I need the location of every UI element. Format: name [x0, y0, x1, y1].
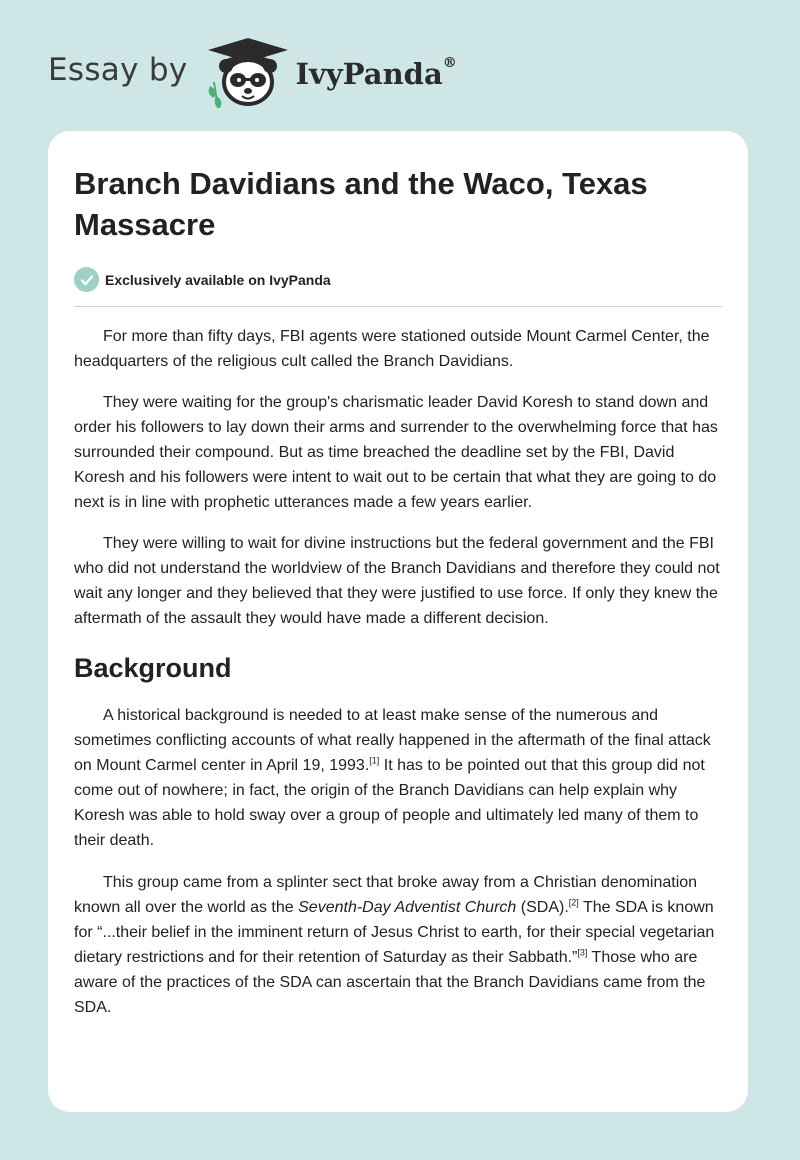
church-name: Seventh-Day Adventist Church	[298, 899, 517, 916]
brand-name[interactable]: IvyPanda®	[295, 55, 457, 91]
intro-paragraph-2: They were waiting for the group's charismatic leader David Koresh to stand down and order his followers to lay down their arms and surrender to the overwhelming force that has surrounded their compound. But as time breached the deadline set by the FBI, David Koresh and his followers were intent to wait out to be certain that what they are going to do next is in line with prophetic utterances made a few years earlier.	[74, 394, 718, 511]
section-heading-background: Background	[74, 653, 232, 683]
footnote-ref-2[interactable]: [2]	[568, 897, 579, 908]
intro-paragraph-1: For more than fifty days, FBI agents were stationed outside Mount Carmel Center, the headquarters of the religious cult called the Branch Davidians.	[74, 328, 710, 370]
essay-card	[48, 131, 748, 1112]
registered-mark: ®	[442, 55, 457, 71]
background-paragraph-1: A historical background is needed to at least make sense of the numerous and sometimes conflicting accounts of what really happened in the aftermath of the final attack on Mount Carmel center in April 19, 1993.[1] It has to be pointed out that this group did not come out of nowhere; in fact, the origin of the Branch Davidians can help explain why Koresh was able to hold sway over a group of people and ultimately led many of them to their death.	[74, 707, 711, 849]
footnote-ref-3[interactable]: [3]	[577, 947, 588, 958]
checkmark-icon	[74, 267, 99, 292]
exclusive-label: Exclusively available on IvyPanda	[105, 271, 331, 288]
essay-title: Branch Davidians and the Waco, Texas Massacre	[74, 166, 648, 242]
essay-by-label: Essay by	[48, 52, 188, 88]
panda-graduation-cap-logo-icon[interactable]	[204, 36, 292, 110]
background-paragraph-2: This group came from a splinter sect that broke away from a Christian denomination known all over the world as the Seventh-Day Adventist Church (SDA).[2] The SDA is known for “...their belief in the imminent return of Jesus Christ to earth, for their special vegetarian dietary restrictions and for their retention of Saturday as their Sabbath.”[3] Those who are aware of the practices of the SDA can ascertain that the Branch Davidians came from the SDA.	[74, 874, 715, 1016]
exclusive-badge	[74, 267, 722, 307]
footnote-ref-1[interactable]: [1]	[369, 755, 380, 766]
site-header	[48, 36, 457, 110]
intro-paragraph-3: They were willing to wait for divine instructions but the federal government and the FBI who did not understand the worldview of the Branch Davidians and therefore they could not wait any longer and they believed that they were justified to use force. If only they knew the aftermath of the assault they would have made a different decision.	[74, 535, 720, 627]
